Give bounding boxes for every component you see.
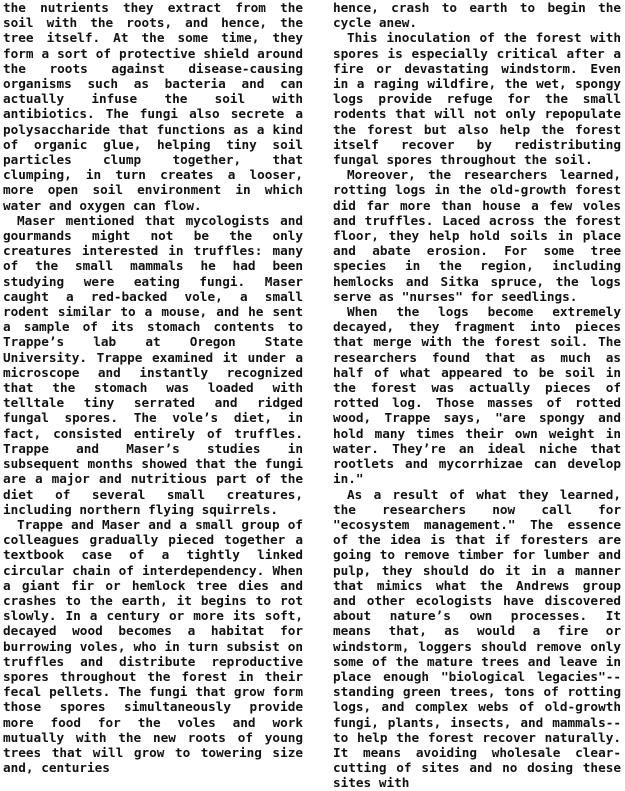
paragraph: Trappe and Maser and a small group of colleagues gradually pieced together a textbook case of a tightly linked circular chain of interdependency. When a giant fir or hemlock tree dies and crashes to the earth, it begins to rot slowly. In a century or more its soft, decayed wood becomes a habitat for burrowing voles, who in turn subsist on truffles and distribute reproductive spores throughout the forest in their fecal pellets. The fungi that grow form those spores simultaneously provide more food for the voles and work mutually with the new roots of young trees that will grow to towering size and, centuries [3,516,303,776]
paragraph: This inoculation of the forest with spores is especially critical after a fire or devastating windstorm. Even in a raging wildfire, the wet, spongy logs provide refuge for the small rodents that will not only repopulate the forest but also help the forest itself recover by redistributing fungal spores throughout the soil. [333,30,621,168]
left-text-column [3,0,303,776]
paragraph: When the logs become extremely decayed, they fragment into pieces that merge with the forest soil. The researchers found that as much as half of what appeared to be soil in the forest was actually pieces of rotted log. Those masses of rotted wood, Trappe says, "are spongy and hold many times their own weight in water. They’re an ideal niche that rootlets and mycorrhizae can develop in." [333,304,621,487]
paragraph: Maser mentioned that mycologists and gourmands might not be the only creatures interested in truffles: many of the small mammals he had been studying were eating fungi. Maser caught a red-backed vole, a small rodent similar to a mouse, and he sent a sample of its stomach contents to Trappe’s lab at Oregon State University. Trappe examined it under a microscope and instantly recognized that the stomach was loaded with telltale tiny serrated and ridged fungal spores. The vole’s diet, in fact, consisted entirely of truffles. Trappe and Maser’s studies in subsequent months showed that the fungi are a major and nutritious part of the diet of several small creatures, including northern flying squirrels. [3,212,303,517]
paragraph: As a result of what they learned, the researchers now call for "ecosystem management." The essence of the idea is that if foresters are going to remove timber for lumber and pulp, they should do it in a manner that mimics what the Andrews group and other ecologists have discovered about nature’s own processes. It means that, as would a fire or windstorm, loggers should remove only some of the mature trees and leave in place enough "biological legacies"--standing green trees, tons of rotting logs, and complex webs of old-growth fungi, plants, insects, and mammals--to help the forest recover naturally. It means avoiding wholesale clear-cutting of sites and no dosing these sites with [333,486,621,791]
paragraph: Moreover, the researchers learned, rotting logs in the old-growth forest did far more than house a few voles and truffles. Laced across the forest floor, they help hold soils in place and abate erosion. For some tree species in the region, including hemlocks and Sitka spruce, the logs serve as "nurses" for seedlings. [333,167,621,304]
paragraph: the nutrients they extract from the soil with the roots, and hence, the tree itself. At the some time, they form a sort of protective shield around the roots against disease-causing organisms such as bacteria and can actually infuse the soil with antibiotics. The fungi also secrete a polysaccharide that functions as a kind of organic glue, helping tiny soil particles clump together, that clumping, in turn creates a looser, more open soil environment in which water and oxygen can flow. [3,0,303,213]
right-text-column [333,0,621,791]
paragraph: hence, crash to earth to begin the cycle anew. [333,0,621,31]
